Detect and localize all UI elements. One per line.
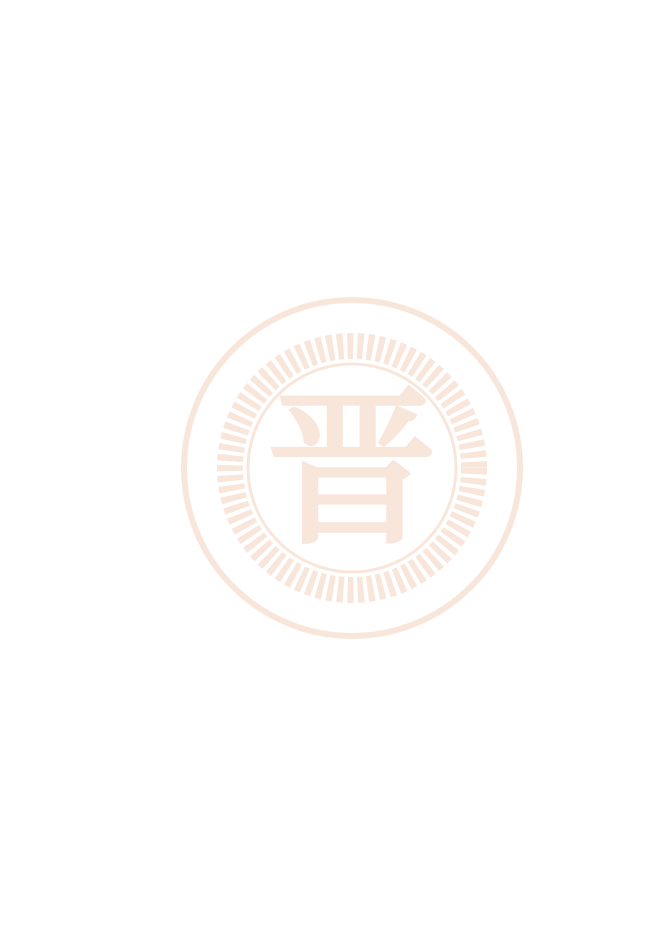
watermark-seal [176,292,528,644]
watermark-glyph: 晋 [266,371,438,569]
